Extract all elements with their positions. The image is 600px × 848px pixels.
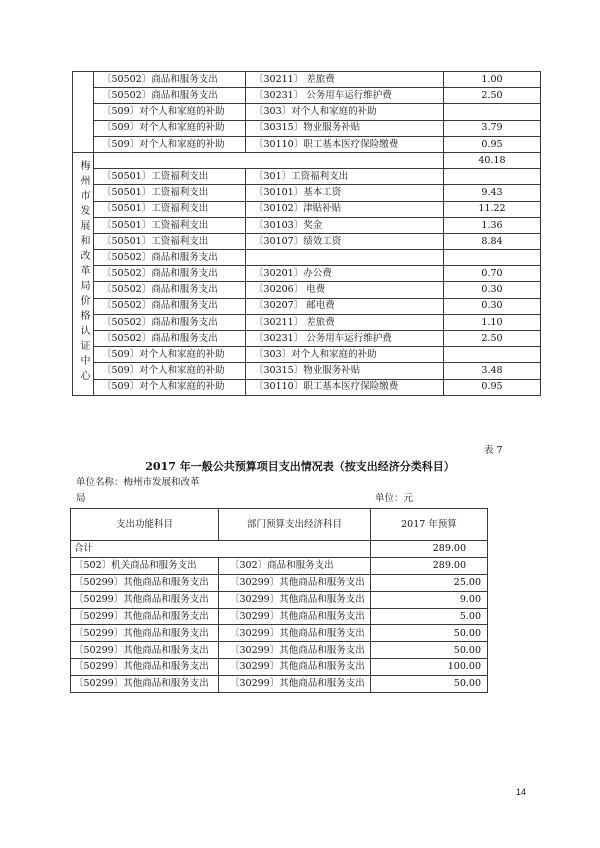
economic-subject-cell: 〔30211〕 差旅费 (246, 314, 444, 330)
amount-cell: 0.70 (444, 266, 541, 282)
amount-cell: 11.22 (444, 201, 541, 217)
total-row (71, 541, 488, 558)
table-row (71, 642, 488, 659)
function-subject-cell: 〔50299〕其他商品和服务支出 (71, 574, 219, 591)
unit-name-line: 单位名称：梅州市发展和改革 (76, 477, 200, 488)
function-subject-cell: 〔509〕对个人和家庭的补助 (94, 136, 246, 152)
amount-cell: 1.36 (444, 217, 541, 233)
amount-cell (444, 104, 541, 120)
function-subject-cell: 〔50502〕商品和服务支出 (94, 314, 246, 330)
function-subject-cell: 〔50299〕其他商品和服务支出 (71, 591, 219, 608)
economic-subject-cell: 〔30299〕其他商品和服务支出 (219, 608, 371, 625)
table-row (71, 608, 488, 625)
amount-cell: 3.48 (444, 363, 541, 379)
function-subject-cell: 〔50299〕其他商品和服务支出 (71, 659, 219, 676)
function-subject-cell: 〔509〕对个人和家庭的补助 (94, 347, 246, 363)
economic-subject-cell: 〔30315〕物业服务补贴 (246, 120, 444, 136)
amount-cell (444, 169, 541, 185)
amount-cell: 50.00 (371, 676, 488, 693)
economic-subject-cell: 〔303〕对个人和家庭的补助 (246, 104, 444, 120)
amount-cell: 25.00 (371, 574, 488, 591)
function-subject-cell: 〔509〕对个人和家庭的补助 (94, 379, 246, 395)
table-row (73, 88, 541, 104)
function-subject-cell: 〔50502〕商品和服务支出 (94, 250, 246, 266)
table-row (73, 347, 541, 363)
total-label: 合计 (71, 541, 371, 558)
function-subject-cell: 〔50502〕商品和服务支出 (94, 72, 246, 88)
economic-subject-cell: 〔30102〕津贴补贴 (246, 201, 444, 217)
table-row-unit-total (73, 152, 541, 168)
table-row (71, 659, 488, 676)
table-title: 2017 年一般公共预算项目支出情况表（按支出经济分类科目） (145, 460, 455, 473)
economic-subject-cell: 〔30110〕职工基本医疗保险缴费 (246, 379, 444, 395)
function-subject-cell: 〔50502〕商品和服务支出 (94, 266, 246, 282)
budget-by-economic-class-table (70, 508, 488, 693)
amount-cell: 8.84 (444, 233, 541, 249)
table-row (73, 217, 541, 233)
amount-cell: 9.00 (371, 591, 488, 608)
function-subject-cell: 〔509〕对个人和家庭的补助 (94, 104, 246, 120)
function-subject-cell: 〔50299〕其他商品和服务支出 (71, 625, 219, 642)
column-header-economic: 部门预算支出经济科目 (219, 509, 371, 541)
amount-cell: 3.79 (444, 120, 541, 136)
table-row (73, 314, 541, 330)
amount-cell: 1.00 (444, 72, 541, 88)
economic-subject-cell: 〔30299〕其他商品和服务支出 (219, 659, 371, 676)
amount-cell: 1.10 (444, 314, 541, 330)
function-subject-cell: 〔50502〕商品和服务支出 (94, 88, 246, 104)
unit-name-vertical: 梅州市发展和改革局价格认证中心 (78, 160, 89, 386)
table-row (73, 250, 541, 266)
economic-subject-cell: 〔30110〕职工基本医疗保险缴费 (246, 136, 444, 152)
table-row (73, 185, 541, 201)
table-row (71, 676, 488, 693)
table-row (73, 331, 541, 347)
table-row (73, 266, 541, 282)
table-header-row (71, 509, 488, 541)
amount-cell (444, 347, 541, 363)
economic-subject-cell: 〔30299〕其他商品和服务支出 (219, 625, 371, 642)
column-header-budget: 2017 年预算 (371, 509, 488, 541)
function-subject-cell: 〔502〕机关商品和服务支出 (71, 557, 219, 574)
function-subject-cell: 〔509〕对个人和家庭的补助 (94, 120, 246, 136)
economic-subject-cell: 〔30101〕基本工资 (246, 185, 444, 201)
table-row (71, 574, 488, 591)
amount-cell: 100.00 (371, 659, 488, 676)
amount-cell: 2.50 (444, 88, 541, 104)
project-expenditure-table-continued (72, 71, 541, 396)
table-row (71, 625, 488, 642)
table-row (73, 233, 541, 249)
economic-subject-cell: 〔30211〕 差旅费 (246, 72, 444, 88)
function-subject-cell: 〔509〕对个人和家庭的补助 (94, 363, 246, 379)
unit-total-amount: 40.18 (444, 152, 541, 168)
function-subject-cell: 〔50299〕其他商品和服务支出 (71, 676, 219, 693)
unit-label-cell (73, 72, 94, 153)
amount-cell: 0.30 (444, 282, 541, 298)
table-row (73, 282, 541, 298)
function-subject-cell: 〔50501〕工资福利支出 (94, 233, 246, 249)
currency-unit: 单位：元 (375, 493, 414, 504)
economic-subject-cell: 〔30299〕其他商品和服务支出 (219, 642, 371, 659)
function-subject-cell: 〔50501〕工资福利支出 (94, 169, 246, 185)
economic-subject-cell: 〔30107〕绩效工资 (246, 233, 444, 249)
table-row (71, 591, 488, 608)
function-subject-cell: 〔50502〕商品和服务支出 (94, 298, 246, 314)
table-caption: 表 7 (484, 445, 503, 456)
amount-cell: 2.50 (444, 331, 541, 347)
economic-subject-cell: 〔30299〕其他商品和服务支出 (219, 574, 371, 591)
table-row (73, 363, 541, 379)
page-number: 14 (516, 787, 527, 797)
amount-cell: 50.00 (371, 642, 488, 659)
economic-subject-cell: 〔30201〕办公费 (246, 266, 444, 282)
function-subject-cell: 〔50501〕工资福利支出 (94, 217, 246, 233)
function-subject-cell: 〔50501〕工资福利支出 (94, 185, 246, 201)
amount-cell: 289.00 (371, 557, 488, 574)
total-amount: 289.00 (371, 541, 488, 558)
table-row (73, 136, 541, 152)
economic-subject-cell: 〔30103〕奖金 (246, 217, 444, 233)
function-subject-cell: 〔50502〕商品和服务支出 (94, 331, 246, 347)
table-row (73, 104, 541, 120)
table-row (73, 379, 541, 395)
economic-subject-cell: 〔30207〕 邮电费 (246, 298, 444, 314)
amount-cell: 0.95 (444, 379, 541, 395)
table-row (73, 169, 541, 185)
economic-subject-cell: 〔303〕对个人和家庭的补助 (246, 347, 444, 363)
amount-cell (444, 250, 541, 266)
function-subject-cell: 〔50299〕其他商品和服务支出 (71, 608, 219, 625)
economic-subject-cell: 〔30231〕 公务用车运行维护费 (246, 331, 444, 347)
table-row (73, 120, 541, 136)
function-subject-cell: 〔50299〕其他商品和服务支出 (71, 642, 219, 659)
column-header-function: 支出功能科目 (71, 509, 219, 541)
amount-cell: 0.30 (444, 298, 541, 314)
economic-subject-cell: 〔30299〕其他商品和服务支出 (219, 591, 371, 608)
amount-cell: 0.95 (444, 136, 541, 152)
economic-subject-cell: 〔30299〕其他商品和服务支出 (219, 676, 371, 693)
amount-cell: 50.00 (371, 625, 488, 642)
amount-cell: 9.43 (444, 185, 541, 201)
table-row (73, 72, 541, 88)
economic-subject-cell: 〔30231〕 公务用车运行维护费 (246, 88, 444, 104)
unit-label-cell (73, 152, 94, 395)
economic-subject-cell: 〔30315〕物业服务补贴 (246, 363, 444, 379)
economic-subject-cell (246, 250, 444, 266)
table-row (73, 298, 541, 314)
economic-subject-cell: 〔30206〕 电费 (246, 282, 444, 298)
table-row (73, 201, 541, 217)
amount-cell: 5.00 (371, 608, 488, 625)
table-row (71, 557, 488, 574)
economic-subject-cell: 〔302〕商品和服务支出 (219, 557, 371, 574)
economic-subject-cell: 〔301〕工资福利支出 (246, 169, 444, 185)
function-subject-cell: 〔50502〕商品和服务支出 (94, 282, 246, 298)
function-subject-cell: 〔50501〕工资福利支出 (94, 201, 246, 217)
unit-name-line-continued: 局 (76, 493, 86, 504)
unit-total-blank-cell (94, 152, 444, 168)
